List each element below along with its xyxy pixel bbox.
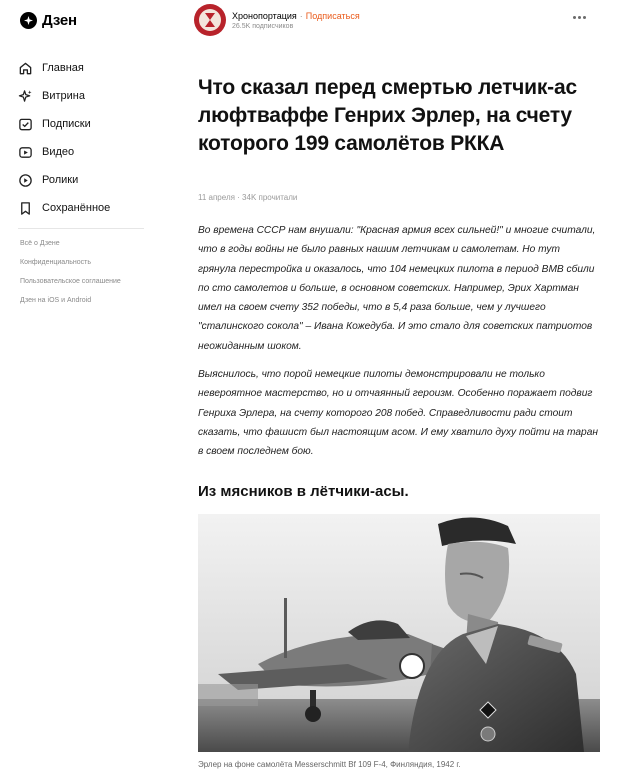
pilot-and-plane-image <box>198 514 600 752</box>
sidebar-divider <box>18 228 144 229</box>
sidebar-item-label: Сохранённое <box>42 202 111 214</box>
footer-link-privacy[interactable]: Конфиденциальность <box>20 259 92 266</box>
channel-info <box>232 11 360 30</box>
photo-caption: Эрлер на фоне самолёта Messerschmitt Bf 109 F-4, Финляндия, 1942 г. <box>198 760 461 769</box>
sidebar-footer-links <box>20 238 121 314</box>
home-icon <box>18 61 33 76</box>
sidebar-item-label: Витрина <box>42 90 85 102</box>
sidebar-item-showcase[interactable] <box>18 82 163 110</box>
subscribe-button[interactable]: Подписаться <box>305 10 360 21</box>
sidebar-item-home[interactable] <box>18 54 163 82</box>
channel-header <box>194 4 360 36</box>
shorts-icon <box>18 173 33 188</box>
sidebar-item-label: Ролики <box>42 174 79 186</box>
dzen-logo[interactable] <box>20 12 77 29</box>
more-options-icon[interactable] <box>573 16 586 19</box>
footer-link-about[interactable]: Всё о Дзене <box>20 240 60 247</box>
hourglass-icon <box>199 9 221 31</box>
article-title: Что сказал перед смертью летчик-ас люфтваффе Генрих Эрлер, на счету которого 199 самолётов РККА <box>198 76 577 155</box>
channel-name[interactable]: Хронопортация <box>232 10 297 21</box>
article-paragraph: Выяснилось, что порой немецкие пилоты демонстрировали не только невероятное мастерство, но и отчаянный героизм. Особенно поражает подвиг Генриха Эрлера, на счету которого 208 побед. Справедливости ради стоит сказать, что фашист был настоящим асом. И ему хватило духу пойти на таран в своем последнем бою. <box>198 369 598 458</box>
sparkle-icon <box>18 89 33 104</box>
sidebar-item-saved[interactable] <box>18 194 163 222</box>
bookmark-icon <box>18 201 33 216</box>
article-paragraph: Во времена СССР нам внушали: "Красная армия всех сильней!" и многие считали, что в годы войны не было равных нашим летчикам и самолетам. Но тут грянула перестройка и оказалось, что 104 немецких пилота в период ВМВ сбили по сто самолетов и больше, в основном советских. Например, Эрих Хартман имел на своем счету 352 победы, что в 5,4 раза больше, чем у лучшего "сталинского сокола" – Ивана Кожедуба. И это стало для советских патриотов неожиданным шоком. <box>198 225 596 352</box>
sidebar <box>0 0 170 782</box>
subscriptions-icon <box>18 117 33 132</box>
footer-link-apps[interactable]: Дзен на iOS и Android <box>20 297 92 304</box>
sidebar-item-video[interactable] <box>18 138 163 166</box>
sidebar-item-label: Главная <box>42 62 84 74</box>
video-icon <box>18 145 33 160</box>
channel-avatar[interactable] <box>194 4 226 36</box>
subscriber-count: 26.5K подписчиков <box>232 22 294 30</box>
sidebar-item-label: Видео <box>42 146 75 158</box>
article-photo[interactable] <box>198 514 600 752</box>
sidebar-item-subscriptions[interactable] <box>18 110 163 138</box>
sidebar-item-label: Подписки <box>42 118 91 130</box>
article-meta: 11 апреля · 34K прочитали <box>198 193 298 202</box>
footer-link-terms[interactable]: Пользовательское соглашение <box>20 278 121 285</box>
sidebar-nav <box>18 54 163 222</box>
logo-text: Дзен <box>42 12 77 29</box>
sidebar-item-shorts[interactable] <box>18 166 163 194</box>
separator-dot: · <box>299 10 303 21</box>
dzen-logo-icon <box>20 12 37 29</box>
article-subheading: Из мясников в лётчики-асы. <box>198 483 409 500</box>
